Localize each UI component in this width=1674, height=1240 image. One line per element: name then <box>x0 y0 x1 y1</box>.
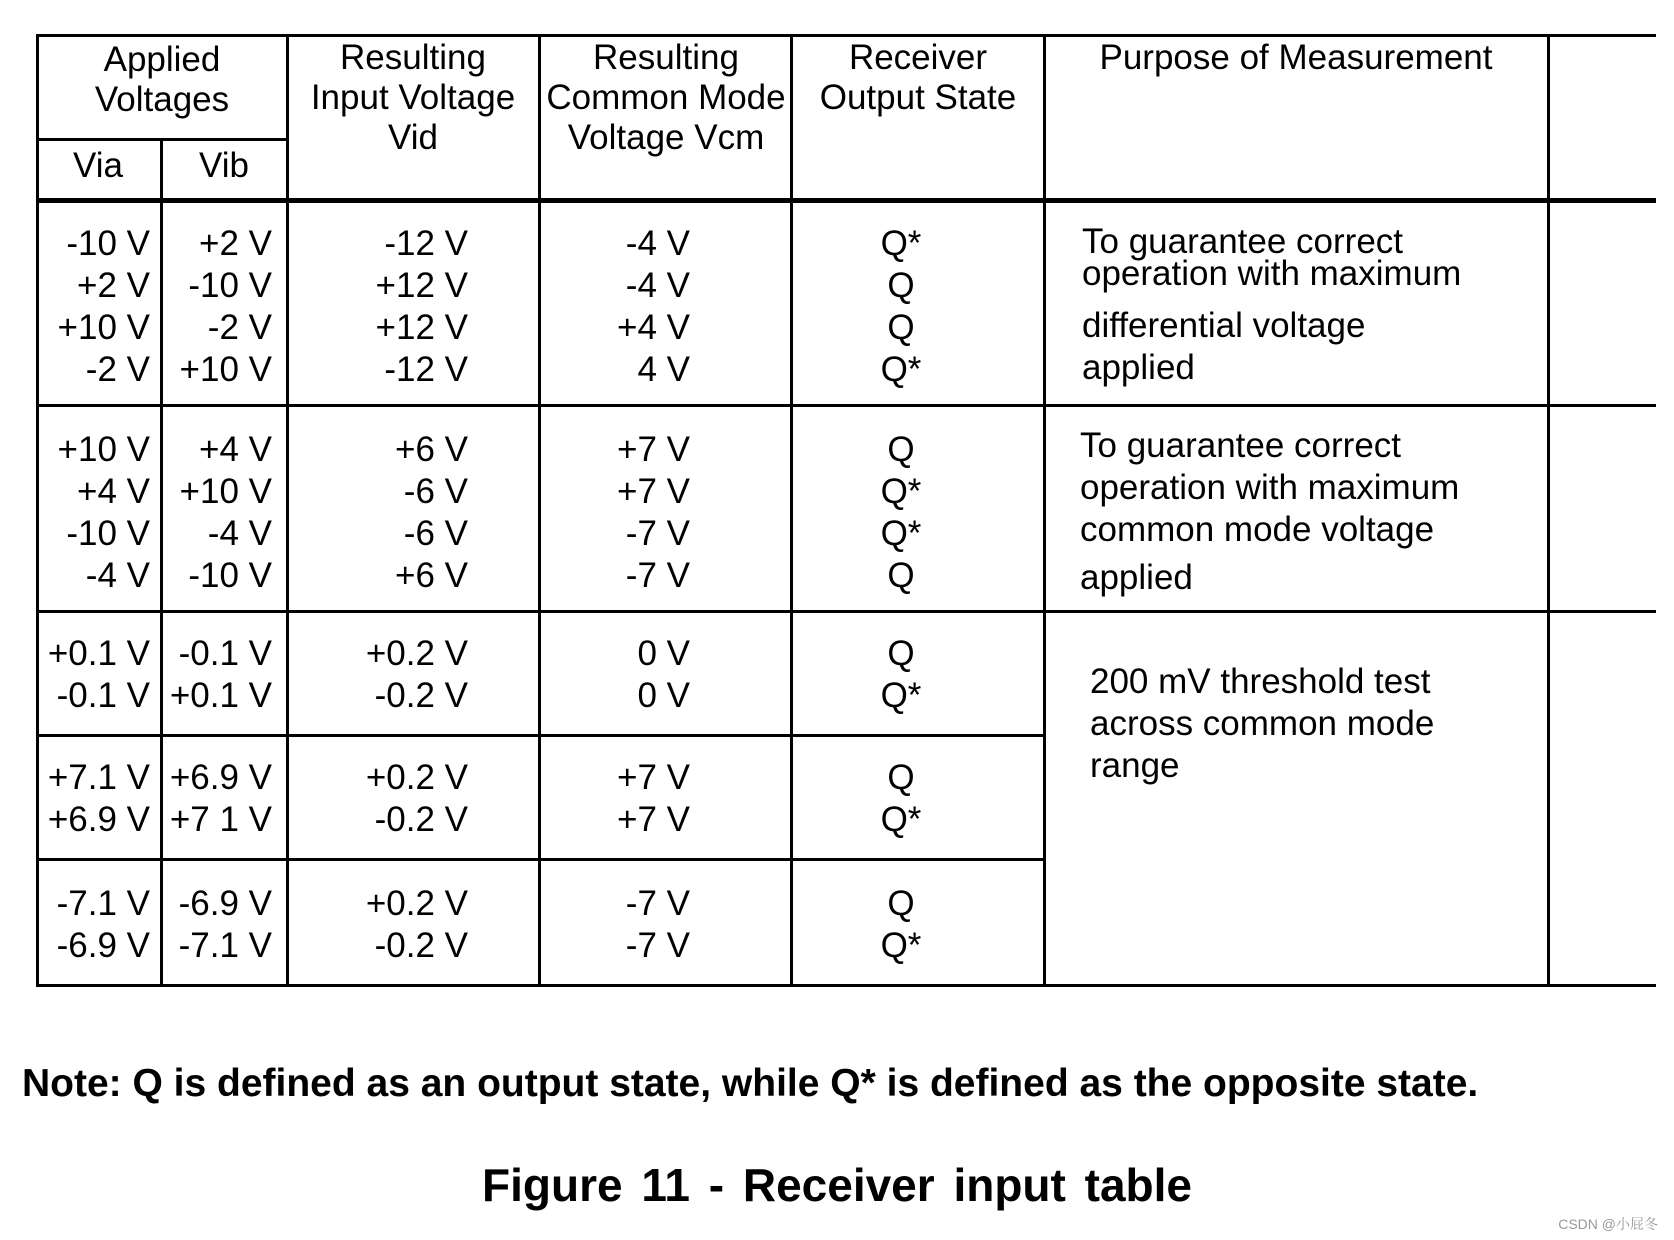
g1r3-vcm: +4 V <box>617 308 690 347</box>
g4r1-state: Q <box>887 758 915 797</box>
g2r2-vib: +10 V <box>179 472 272 511</box>
group-2-purpose-line-4: applied <box>1080 558 1193 597</box>
header-vcm: Resulting Common Mode Voltage Vcm <box>546 38 786 157</box>
threshold-purpose-line-3: range <box>1090 746 1180 785</box>
g4r2-vid: -0.2 V <box>374 800 468 839</box>
g3r2-vid: -0.2 V <box>374 676 468 715</box>
g1r2-state: Q <box>887 266 915 305</box>
table-top-border <box>36 34 1656 37</box>
g2r2-vcm: +7 V <box>617 472 690 511</box>
figure-caption: Figure 11 - Receiver input table <box>482 1159 1192 1211</box>
header-purpose: Purpose of Measurement <box>1099 38 1493 77</box>
g3r2-vib: +0.1 V <box>169 676 272 715</box>
g4r1-vcm: +7 V <box>617 758 690 797</box>
g1r3-via: +10 V <box>57 308 150 347</box>
g5r2-state: Q* <box>880 926 922 965</box>
g1r3-vid: +12 V <box>375 308 468 347</box>
group-2-purpose-line-3: common mode voltage <box>1080 510 1435 549</box>
g1r2-vcm: -4 V <box>625 266 690 305</box>
g5r1-vcm: -7 V <box>625 884 690 923</box>
g5r1-state: Q <box>887 884 915 923</box>
g2r1-via: +10 V <box>57 430 150 469</box>
g5r1-vib: -6.9 V <box>178 884 272 923</box>
g2r4-vib: -10 V <box>188 556 272 595</box>
g1r2-vid: +12 V <box>375 266 468 305</box>
header-vid: Resulting Input Voltage Vid <box>310 38 516 157</box>
g5r1-via: -7.1 V <box>56 884 150 923</box>
g1r1-vid: -12 V <box>384 224 468 263</box>
g3r2-state: Q* <box>880 676 922 715</box>
g4r1-via: +7.1 V <box>47 758 150 797</box>
g1r4-via: -2 V <box>85 350 150 389</box>
group-2-purpose-line-1: To guarantee correct <box>1080 426 1402 465</box>
group-1-purpose-line-2: operation with maximum <box>1082 254 1462 293</box>
g2r3-vcm: -7 V <box>625 514 690 553</box>
g2r2-state: Q* <box>880 472 922 511</box>
g2r3-vib: -4 V <box>207 514 272 553</box>
g5r2-via: -6.9 V <box>56 926 150 965</box>
header-via: Via <box>73 146 123 185</box>
group-1-purpose-line-3: differential voltage <box>1082 306 1366 345</box>
g3r1-state: Q <box>887 634 915 673</box>
g5r2-vib: -7.1 V <box>178 926 272 965</box>
group-2-purpose-line-2: operation with maximum <box>1080 468 1460 507</box>
g1r3-state: Q <box>887 308 915 347</box>
g4r2-state: Q* <box>880 800 922 839</box>
g1r1-vcm: -4 V <box>625 224 690 263</box>
receiver-input-table <box>36 34 1656 1054</box>
threshold-purpose-line-1: 200 mV threshold test <box>1090 662 1431 701</box>
g1r4-vcm: 4 V <box>637 350 690 389</box>
state-purpose-divider <box>1043 34 1046 987</box>
g2r1-vid: +6 V <box>395 430 468 469</box>
g2r2-via: +4 V <box>77 472 150 511</box>
g4r2-vcm: +7 V <box>617 800 690 839</box>
g2r4-vcm: -7 V <box>625 556 690 595</box>
header-bottom-rule <box>36 198 1656 203</box>
g1r2-via: +2 V <box>77 266 150 305</box>
g1r1-via: -10 V <box>66 224 150 263</box>
g3r2-via: -0.1 V <box>56 676 150 715</box>
g2r4-via: -4 V <box>85 556 150 595</box>
group2-bottom-rule <box>36 610 1656 613</box>
g4r2-via: +6.9 V <box>47 800 150 839</box>
g1r4-state: Q* <box>880 350 922 389</box>
threshold-purpose-line-2: across common mode <box>1090 704 1435 743</box>
g1r3-vib: -2 V <box>207 308 272 347</box>
g3r1-vid: +0.2 V <box>365 634 468 673</box>
g2r3-via: -10 V <box>66 514 150 553</box>
header-applied-voltages: Applied Voltages <box>94 40 230 119</box>
g1r1-state: Q* <box>880 224 922 263</box>
table-bottom-border <box>36 984 1656 987</box>
g4r1-vib: +6.9 V <box>169 758 272 797</box>
g2r1-vcm: +7 V <box>617 430 690 469</box>
vcm-state-divider <box>790 34 793 987</box>
table-note: Note: Q is defined as an output state, while Q* is defined as the opposite state. <box>22 1062 1479 1105</box>
header-vib: Vib <box>199 146 249 185</box>
g2r1-vib: +4 V <box>199 430 272 469</box>
group-1-purpose-line-1: To guarantee correct <box>1082 222 1404 261</box>
g1r4-vid: -12 V <box>384 350 468 389</box>
g2r3-state: Q* <box>880 514 922 553</box>
g3r1-via: +0.1 V <box>47 634 150 673</box>
watermark: CSDN @小屁冬 <box>1558 1216 1658 1232</box>
g2r1-state: Q <box>887 430 915 469</box>
g5r1-vid: +0.2 V <box>365 884 468 923</box>
g5r2-vcm: -7 V <box>625 926 690 965</box>
g1r1-vib: +2 V <box>199 224 272 263</box>
g2r2-vid: -6 V <box>403 472 468 511</box>
g2r3-vid: -6 V <box>403 514 468 553</box>
g5r2-vid: -0.2 V <box>374 926 468 965</box>
table-right-border <box>1547 34 1550 987</box>
g2r4-state: Q <box>887 556 915 595</box>
g4r2-vib: +7 1 V <box>169 800 272 839</box>
header-state: Receiver Output State <box>819 38 1017 117</box>
group1-bottom-rule <box>36 404 1656 407</box>
g2r4-vid: +6 V <box>395 556 468 595</box>
g3r1-vib: -0.1 V <box>178 634 272 673</box>
g4r1-vid: +0.2 V <box>365 758 468 797</box>
g3r1-vcm: 0 V <box>637 634 690 673</box>
g1r4-vib: +10 V <box>179 350 272 389</box>
g1r2-vib: -10 V <box>188 266 272 305</box>
g3r2-vcm: 0 V <box>637 676 690 715</box>
group-1-purpose-line-4: applied <box>1082 348 1195 387</box>
